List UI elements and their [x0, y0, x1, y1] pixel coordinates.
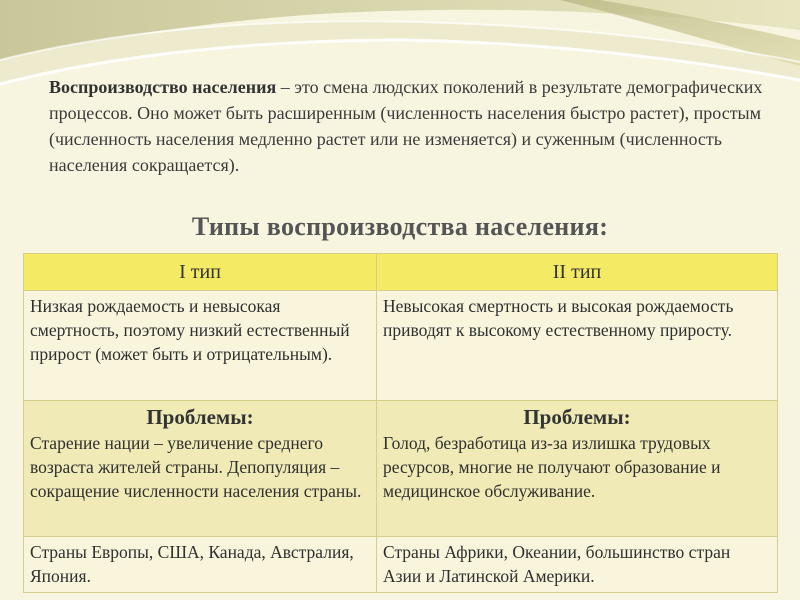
table-row-characteristics	[24, 291, 778, 401]
table-row-problems	[24, 401, 778, 537]
problems-text: Старение нации – увеличение среднего возраста жителей страны. Депопуляция – сокращение численности населения страны.	[30, 433, 362, 501]
intro-paragraph	[49, 74, 769, 178]
intro-definition: – это смена людских поколений в результате демографических процессов. Оно может быть расширенным (численность населения быстро растет), простым (численность населения медленно растет или не изменяется) и суженным (численность населения сокращается).	[49, 77, 763, 175]
cell-type-2-characteristics: Невысокая смертность и высокая рождаемость приводят к высокому естественному приросту.	[377, 291, 778, 401]
cell-type-1-countries: Страны Европы, США, Канада, Австралия, Япония.	[24, 537, 377, 593]
cell-type-2-countries: Страны Африки, Океании, большинство стран Азии и Латинской Америки.	[377, 537, 778, 593]
table-row-countries	[24, 537, 778, 593]
cell-type-1-characteristics: Низкая рождаемость и невысокая смертность, поэтому низкий естественный прирост (может быть и отрицательным).	[24, 291, 377, 401]
intro-term: Воспроизводство населения	[49, 77, 277, 97]
problems-text: Голод, безработица из-за излишка трудовых ресурсов, многие не получают образование и медицинское обслуживание.	[383, 433, 721, 501]
reproduction-types-table	[23, 253, 778, 593]
header-type-2: II тип	[377, 254, 778, 291]
cell-type-2-problems	[377, 401, 778, 537]
problems-label: Проблемы:	[523, 405, 631, 429]
cell-type-1-problems	[24, 401, 377, 537]
header-type-1: I тип	[24, 254, 377, 291]
table-header-row	[24, 254, 778, 291]
problems-label: Проблемы:	[146, 405, 254, 429]
section-title: Типы воспроизводства населения:	[191, 212, 609, 241]
